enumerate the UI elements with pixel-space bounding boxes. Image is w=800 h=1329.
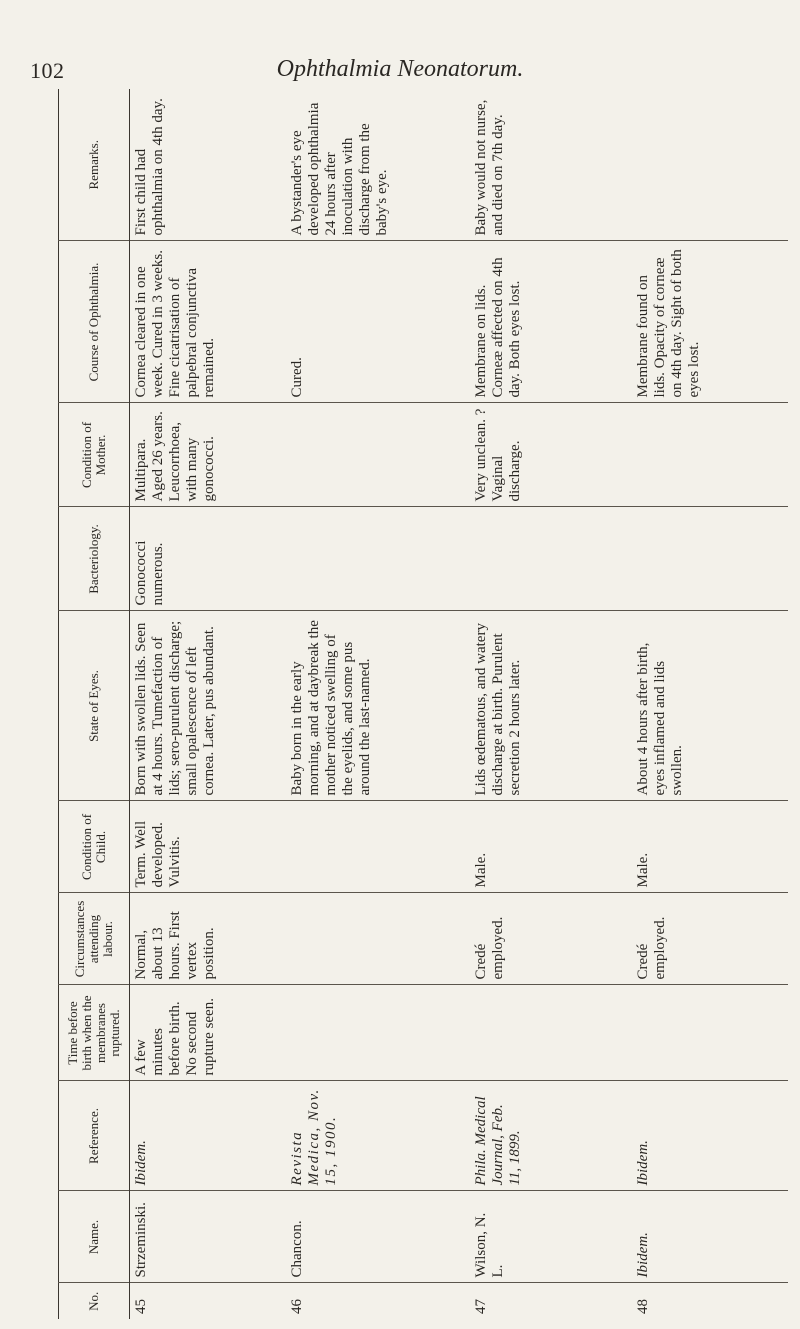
rotated-table-container — [58, 89, 756, 1319]
header-condition-child: Condition of Child. — [59, 801, 130, 893]
header-name: Name. — [59, 1191, 130, 1283]
cell-circumstances: Credé employed. — [632, 893, 788, 985]
cell-no: 45 — [133, 1299, 149, 1314]
cell-state-of-eyes: Born with swollen lids. Seen at 4 hours. Tumefaction of lids; sero-purulent discharge; small opalescence of left cornea. Later, pus abundant. — [130, 611, 287, 801]
table-header-row — [59, 89, 130, 1319]
cell-reference: Ibidem. — [632, 1081, 788, 1191]
cell-bacteriology — [286, 507, 470, 611]
header-course: Course of Ophthalmia. — [59, 241, 130, 403]
cell-bacteriology: Gonococci numerous. — [130, 507, 287, 611]
cell-no: 47 — [473, 1299, 489, 1314]
header-no: No. — [59, 1283, 130, 1319]
cell-course: Cornea cleared in one week. Cured in 3 weeks. Fine cicatrisation of palpebral conjunctiva remained. — [130, 241, 287, 403]
page-number: 102 — [30, 58, 65, 83]
cell-condition-child: Term. Well developed. Vulvitis. — [130, 801, 287, 893]
table-row — [130, 89, 287, 1319]
header-time-before-birth: Time before birth when the membranes ruptured. — [59, 985, 130, 1081]
table-row — [470, 89, 632, 1319]
cell-reference: Phila. Medical Journal, Feb. 11, 1899. — [470, 1081, 632, 1191]
cell-remarks: First child had ophthalmia on 4th day. — [130, 89, 287, 241]
cell-course: Membrane found on lids. Opacity of corneæ on 4th day. Sight of both eyes lost. — [632, 241, 788, 403]
cell-condition-mother — [632, 403, 788, 507]
header-remarks: Remarks. — [59, 89, 130, 241]
cell-name: Strzeminski. — [130, 1191, 287, 1283]
cell-condition-child: Male. — [632, 801, 788, 893]
cell-name: Ibidem. — [632, 1191, 788, 1283]
cell-time-before-birth — [470, 985, 632, 1081]
cell-condition-child: Male. — [470, 801, 632, 893]
cell-state-of-eyes: About 4 hours after birth, eyes inflamed and lids swollen. — [632, 611, 788, 801]
cell-remarks — [632, 89, 788, 241]
cell-course: Cured. — [286, 241, 470, 403]
cell-condition-child — [286, 801, 470, 893]
cell-remarks: A bystander's eye developed ophthalmia 24 hours after inoculation with discharge from the baby's eye. — [286, 89, 470, 241]
case-records-table — [58, 89, 788, 1319]
cell-circumstances: Normal, about 13 hours. First vertex position. — [130, 893, 287, 985]
cell-course: Membrane on lids. Corneæ affected on 4th day. Both eyes lost. — [470, 241, 632, 403]
header-bacteriology: Bacteriology. — [59, 507, 130, 611]
table-row — [286, 89, 470, 1319]
cell-name: Chancon. — [286, 1191, 470, 1283]
cell-no: 46 — [289, 1299, 305, 1314]
cell-state-of-eyes: Lids œdematous, and watery discharge at birth. Purulent secretion 2 hours later. — [470, 611, 632, 801]
running-head: Ophthalmia Neonatorum. — [276, 56, 524, 82]
cell-circumstances: Credé employed. — [470, 893, 632, 985]
cell-time-before-birth — [286, 985, 470, 1081]
cell-time-before-birth: A few minutes before birth. No second rupture seen. — [130, 985, 287, 1081]
table-row — [632, 89, 788, 1319]
cell-reference: Revista Medica, Nov. 15, 1900. — [286, 1081, 470, 1191]
cell-bacteriology — [470, 507, 632, 611]
cell-condition-mother: Very unclean. ? Vaginal discharge. — [470, 403, 632, 507]
cell-circumstances — [286, 893, 470, 985]
cell-no: 48 — [635, 1299, 651, 1314]
cell-time-before-birth — [632, 985, 788, 1081]
header-state-of-eyes: State of Eyes. — [59, 611, 130, 801]
cell-state-of-eyes: Baby born in the early morning, and at daybreak the mother noticed swelling of the eyelids, and some pus around the last-named. — [286, 611, 470, 801]
cell-condition-mother: Multipara. Aged 26 years. Leucorrhoea, with many gonococci. — [130, 403, 287, 507]
header-circumstances: Circumstances attending labour. — [59, 893, 130, 985]
header-condition-mother: Condition of Mother. — [59, 403, 130, 507]
cell-reference: Ibidem. — [130, 1081, 287, 1191]
cell-name: Wilson, N. L. — [470, 1191, 632, 1283]
header-reference: Reference. — [59, 1081, 130, 1191]
cell-remarks: Baby would not nurse, and died on 7th day. — [470, 89, 632, 241]
cell-bacteriology — [632, 507, 788, 611]
cell-condition-mother — [286, 403, 470, 507]
